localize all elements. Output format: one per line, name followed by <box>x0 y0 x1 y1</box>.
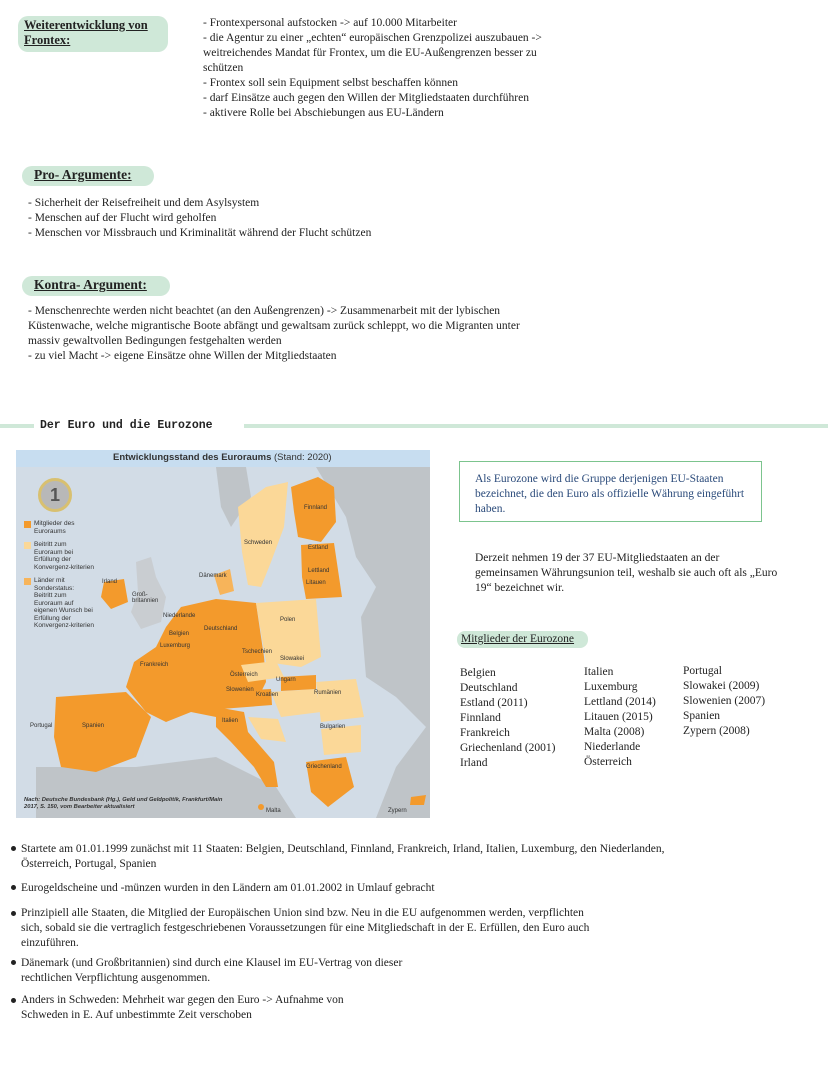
romania-shape <box>316 679 364 722</box>
bullet-line: einzuführen. <box>21 937 79 949</box>
map-legend <box>24 520 94 630</box>
list-item: Belgien <box>460 667 496 679</box>
bullet-line: Schweden in E. Auf unbestimmte Zeit verschoben <box>21 1009 252 1021</box>
label-spanien: Spanien <box>82 723 105 729</box>
bullet-line: Anders in Schweden: Mehrheit war gegen den Euro -> Aufnahme von <box>21 994 344 1006</box>
map-title <box>113 452 332 463</box>
label-oesterreich: Österreich <box>230 672 258 678</box>
list-item: Österreich <box>584 756 632 768</box>
bullet-item <box>21 842 665 872</box>
bullet-line: Prinzipiell alle Staaten, die Mitglied der Europäischen Union sind bzw. Neu in die EU aufgenommen werden, verpflichten <box>21 907 584 919</box>
malta-shape <box>258 804 264 810</box>
frontex-list <box>203 16 542 121</box>
contra-heading: Kontra- Argument: <box>34 277 147 292</box>
definition-text: Als Eurozone wird die Gruppe derjenigen EU-Staaten bezeichnet, die den Euro als offizielle Währung eingeführt haben. <box>475 473 745 515</box>
label-griechenland: Griechenland <box>306 764 342 770</box>
list-item: Slowakei (2009) <box>683 680 760 692</box>
list-item: Litauen (2015) <box>584 711 653 723</box>
bullet-line: Eurogeldscheine und -münzen wurden in den Ländern am 01.01.2002 in Umlauf gebracht <box>21 882 435 894</box>
label-ungarn: Ungarn <box>276 677 296 683</box>
map-title-suffix: (Stand: 2020) <box>274 452 332 463</box>
list-item: Finnland <box>460 712 501 724</box>
bullet-item <box>21 993 344 1023</box>
label-polen: Polen <box>280 617 296 623</box>
pro-heading: Pro- Argumente: <box>34 167 132 182</box>
label-niederlande: Niederlande <box>163 613 196 619</box>
label-tschechien: Tschechien <box>242 649 273 655</box>
list-item: Luxemburg <box>584 681 638 693</box>
label-irland: Irland <box>102 579 118 585</box>
list-item: - Menschen vor Missbrauch und Kriminalität während der Flucht schützen <box>28 227 372 239</box>
legend-swatch <box>24 542 31 549</box>
label-lettland: Lettland <box>308 568 330 574</box>
list-item: - darf Einsätze auch gegen den Willen der Mitgliedstaaten durchführen <box>203 92 529 104</box>
legend-item <box>24 520 94 535</box>
map-source: Nach: Deutsche Bundesbank (Hg.), Geld und Geldpolitik, Frankfurt/Main 2017, S. 150, vom Bearbeiter aktualisiert <box>24 797 223 810</box>
members-col-2 <box>584 665 656 770</box>
bullet-item <box>21 881 435 896</box>
label-belgien: Belgien <box>169 631 190 637</box>
bullet-dot <box>11 960 16 965</box>
section-title: Der Euro und die Eurozone <box>40 419 213 432</box>
euro-coin-icon: 1 <box>38 478 72 512</box>
bullet-dot <box>11 846 16 851</box>
list-item: - Frontexpersonal aufstocken -> auf 10.000 Mitarbeiter <box>203 17 457 29</box>
label-deutschland: Deutschland <box>204 626 238 632</box>
bullet-line: rechtlichen Verpflichtung ausgenommen. <box>21 972 211 984</box>
list-item: - aktivere Rolle bei Abschiebungen aus EU-Ländern <box>203 107 444 119</box>
list-item: Slowenien (2007) <box>683 695 766 707</box>
section-rule-left <box>0 424 34 428</box>
label-frankreich: Frankreich <box>140 662 169 668</box>
bullet-dot <box>11 998 16 1003</box>
list-item: Estland (2011) <box>460 697 528 709</box>
legend-swatch <box>24 521 31 528</box>
label-estland: Estland <box>308 545 329 551</box>
list-item: Irland <box>460 757 488 769</box>
legend-swatch <box>24 578 31 585</box>
bullet-dot <box>11 911 16 916</box>
bullet-item <box>21 906 589 951</box>
label-portugal: Portugal <box>30 723 53 729</box>
label-malta: Malta <box>266 808 281 814</box>
pro-list <box>28 196 371 241</box>
label-italien: Italien <box>222 718 239 724</box>
label-litauen: Litauen <box>306 580 326 586</box>
label-rumaenien: Rumänien <box>314 690 342 696</box>
bullet-line: Dänemark (und Großbritannien) sind durch eine Klausel im EU-Vertrag von dieser <box>21 957 403 969</box>
list-item: Italien <box>584 666 614 678</box>
legend-label: Länder mit Sonderstatus: Beitritt zum Euroraum auf eigenen Wunsch bei Erfüllung der Konvergenz-kriterien <box>34 577 94 629</box>
label-schweden: Schweden <box>244 540 273 546</box>
bullet-line: Startete am 01.01.1999 zunächst mit 11 Staaten: Belgien, Deutschland, Finnland, Frankreich, Irland, Italien, Luxemburg, den Niederlanden, <box>21 843 665 855</box>
legend-item <box>24 541 94 571</box>
frontex-heading: Weiterentwicklung von Frontex: <box>24 18 148 47</box>
list-item: Malta (2008) <box>584 726 645 738</box>
list-item: Zypern (2008) <box>683 725 750 737</box>
label-luxemburg: Luxemburg <box>160 643 191 649</box>
legend-label: Mitglieder des Euroraums <box>34 520 75 535</box>
members-col-3 <box>683 664 765 739</box>
list-item: - die Agentur zu einer „echten“ europäischen Grenzpolizei auszubauen -> <box>203 32 542 44</box>
label-grossbritannien: Groß-britannien <box>132 592 159 604</box>
list-item: Spanien <box>683 710 721 722</box>
list-item: - Sicherheit der Reisefreiheit und dem Asylsystem <box>28 197 260 209</box>
label-daenemark: Dänemark <box>199 573 227 579</box>
label-finnland: Finnland <box>304 505 328 511</box>
list-item: schützen <box>203 62 244 74</box>
map-title-main: Entwicklungsstand des Euroraums <box>113 452 272 463</box>
legend-item <box>24 577 94 630</box>
list-item: Küstenwache, welche migrantische Boote abfängt und gewaltsam zurück schleppt, wo die Migranten unter <box>28 320 520 332</box>
list-item: Portugal <box>683 665 722 677</box>
bullet-line: sich, sobald sie die vertraglich festgeschriebenen Voraussetzungen für eine Mitgliedschaft in der E. Erfüllen, den Euro auch <box>21 922 590 934</box>
euro-map <box>16 450 430 818</box>
members-col-1 <box>460 666 555 771</box>
label-zypern: Zypern <box>388 808 407 814</box>
list-item: Deutschland <box>460 682 518 694</box>
list-item: - Menschen auf der Flucht wird geholfen <box>28 212 217 224</box>
section-rule-right <box>244 424 828 428</box>
contra-list <box>28 304 520 364</box>
list-item: weitreichendes Mandat für Frontex, um die EU-Außengrenzen besser zu <box>203 47 537 59</box>
list-item: massiv gewaltvollen Bedingungen festgehalten werden <box>28 335 282 347</box>
list-item: - Menschenrechte werden nicht beachtet (an den Außengrenzen) -> Zusammenarbeit mit der lybischen <box>28 305 501 317</box>
list-item: - Frontex soll sein Equipment selbst beschaffen können <box>203 77 458 89</box>
label-kroatien: Kroatien <box>256 692 279 698</box>
members-heading: Mitglieder der Eurozone <box>461 633 575 645</box>
currently-text: Derzeit nehmen 19 der 37 EU-Mitgliedstaaten an der gemeinsamen Währungsunion teil, weshalb sie auch oft als „Euro 19“ bezeichnet wir. <box>475 552 778 594</box>
list-item: Frankreich <box>460 727 510 739</box>
label-slowakei: Slowakei <box>280 656 305 662</box>
bullet-line: Österreich, Portugal, Spanien <box>21 858 157 870</box>
bullet-dot <box>11 885 16 890</box>
label-slowenien: Slowenien <box>226 687 254 693</box>
list-item: - zu viel Macht -> eigene Einsätze ohne Willen der Mitgliedstaaten <box>28 350 337 362</box>
list-item: Lettland (2014) <box>584 696 656 708</box>
bullet-item <box>21 956 402 986</box>
legend-label: Beitritt zum Euroraum bei Erfüllung der Konvergenz-kriterien <box>34 541 94 571</box>
list-item: Niederlande <box>584 741 641 753</box>
list-item: Griechenland (2001) <box>460 742 556 754</box>
label-bulgarien: Bulgarien <box>320 724 346 730</box>
